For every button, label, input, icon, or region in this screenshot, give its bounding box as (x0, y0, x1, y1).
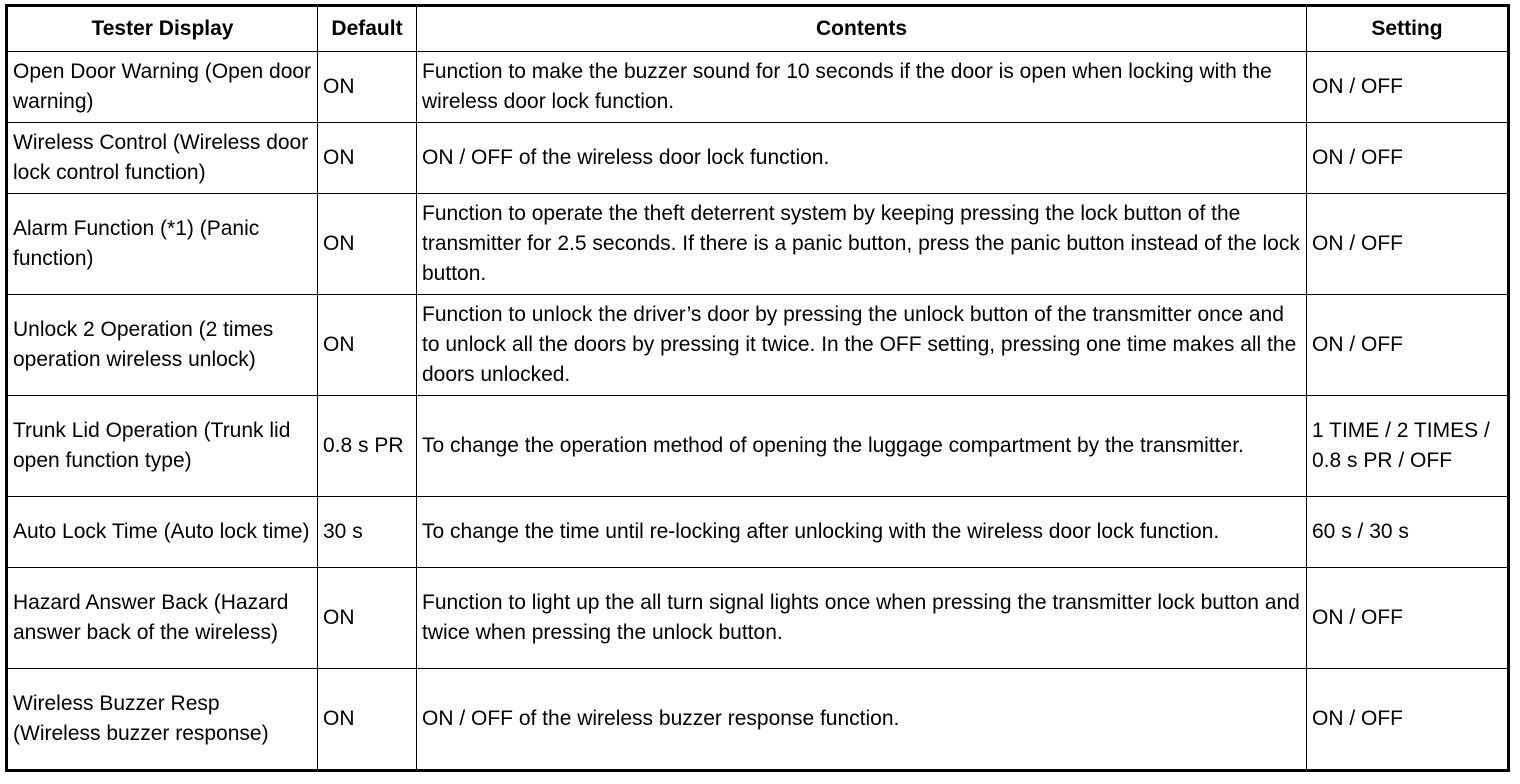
default-cell: ON (318, 669, 417, 771)
contents-cell: To change the operation method of opening the luggage compartment by the transmitter. (417, 396, 1307, 497)
default-cell: ON (318, 123, 417, 194)
setting-cell: ON / OFF (1307, 669, 1509, 771)
tester-display-cell: Unlock 2 Operation (2 times operation wireless unlock) (7, 295, 318, 396)
default-cell: 0.8 s PR (318, 396, 417, 497)
tester-display-cell: Auto Lock Time (Auto lock time) (7, 497, 318, 568)
contents-cell: Function to unlock the driver’s door by pressing the unlock button of the transmitter once and to unlock all the doors by pressing it twice. In the OFF setting, pressing one time makes all the doors unlocked. (417, 295, 1307, 396)
tester-display-cell: Trunk Lid Operation (Trunk lid open function type) (7, 396, 318, 497)
table-row (7, 295, 1509, 396)
header-setting: Setting (1307, 6, 1509, 52)
header-contents: Contents (417, 6, 1307, 52)
tester-display-cell: Alarm Function (*1) (Panic function) (7, 194, 318, 295)
header-default: Default (318, 6, 417, 52)
table-row (7, 396, 1509, 497)
table-row (7, 497, 1509, 568)
tester-display-cell: Hazard Answer Back (Hazard answer back of the wireless) (7, 568, 318, 669)
setting-cell: 60 s / 30 s (1307, 497, 1509, 568)
table-row (7, 123, 1509, 194)
tester-display-cell: Open Door Warning (Open door warning) (7, 52, 318, 123)
table-row (7, 52, 1509, 123)
default-cell: ON (318, 295, 417, 396)
setting-cell: 1 TIME / 2 TIMES / 0.8 s PR / OFF (1307, 396, 1509, 497)
table-row (7, 669, 1509, 771)
contents-cell: ON / OFF of the wireless buzzer response function. (417, 669, 1307, 771)
table-row (7, 568, 1509, 669)
default-cell: 30 s (318, 497, 417, 568)
default-cell: ON (318, 194, 417, 295)
table-row (7, 194, 1509, 295)
setting-cell: ON / OFF (1307, 123, 1509, 194)
default-cell: ON (318, 568, 417, 669)
setting-cell: ON / OFF (1307, 568, 1509, 669)
tester-display-cell: Wireless Buzzer Resp (Wireless buzzer response) (7, 669, 318, 771)
header-row (7, 6, 1509, 52)
contents-cell: Function to make the buzzer sound for 10 seconds if the door is open when locking with the wireless door lock function. (417, 52, 1307, 123)
default-cell: ON (318, 52, 417, 123)
setting-cell: ON / OFF (1307, 295, 1509, 396)
contents-cell: To change the time until re-locking after unlocking with the wireless door lock function. (417, 497, 1307, 568)
header-tester-display: Tester Display (7, 6, 318, 52)
setting-cell: ON / OFF (1307, 194, 1509, 295)
contents-cell: Function to operate the theft deterrent system by keeping pressing the lock button of the transmitter for 2.5 seconds. If there is a panic button, press the panic button instead of the lock button. (417, 194, 1307, 295)
contents-cell: ON / OFF of the wireless door lock function. (417, 123, 1307, 194)
customize-settings-table (5, 4, 1510, 772)
setting-cell: ON / OFF (1307, 52, 1509, 123)
tester-display-cell: Wireless Control (Wireless door lock control function) (7, 123, 318, 194)
contents-cell: Function to light up the all turn signal lights once when pressing the transmitter lock button and twice when pressing the unlock button. (417, 568, 1307, 669)
